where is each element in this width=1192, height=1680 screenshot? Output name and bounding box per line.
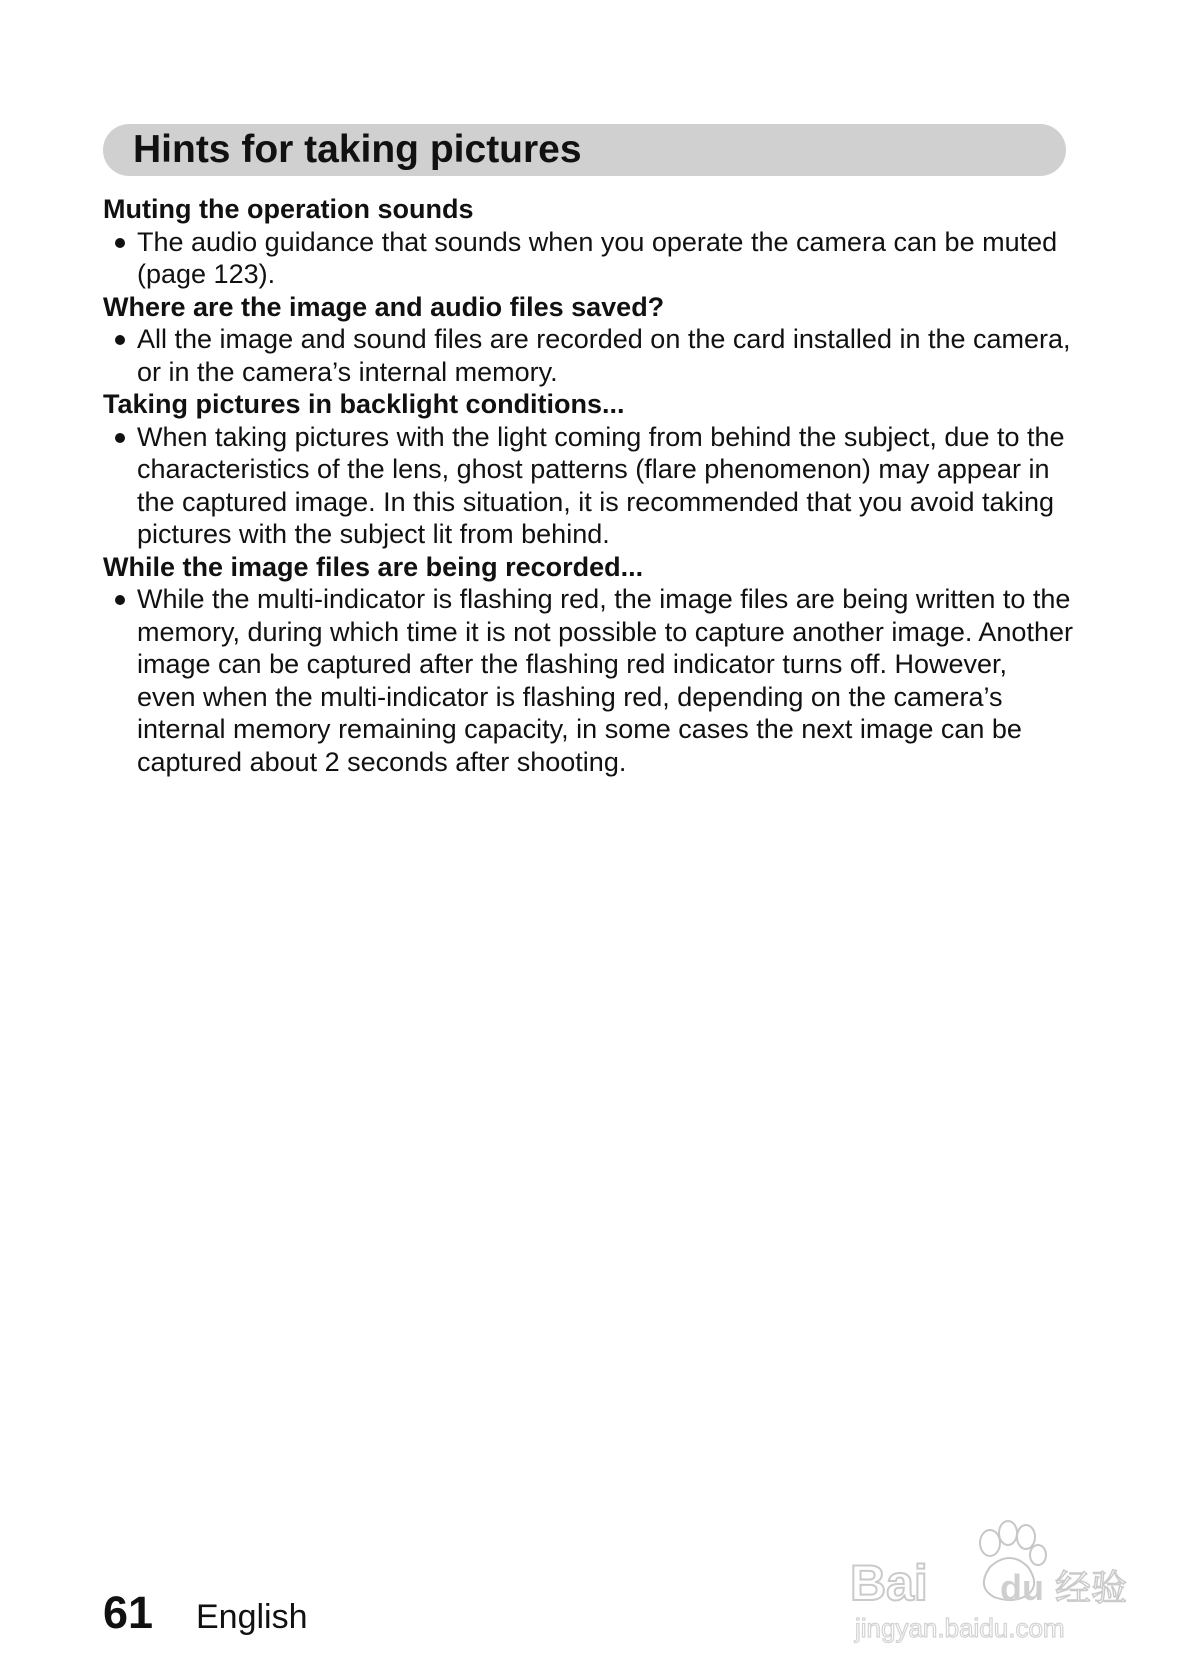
svg-text:du: du [1000,1567,1044,1608]
bullet-text: All the image and sound files are recorded on the card installed in the camera, or in the camera’s internal memory. [137,324,1071,387]
bullet-dot-icon [115,433,125,443]
bullet-item [103,583,1073,778]
language-label: English [196,1598,308,1636]
bullet-dot-icon [115,335,125,345]
bullet-text: The audio guidance that sounds when you operate the camera can be muted (page 123). [137,226,1058,289]
section-recording [103,551,1073,779]
bullet-dot-icon [115,238,125,248]
section-heading: Taking pictures in backlight conditions... [103,389,625,419]
bullet-text: When taking pictures with the light coming from behind the subject, due to the characteristics of the lens, ghost patterns (flare phenomenon) may appear in the captured image. In this situation, it is recommended that you avoid taking pictures with the subject lit from behind. [137,421,1065,549]
section-heading: While the image files are being recorded... [103,551,644,582]
bullet-dot-icon [115,595,125,605]
bullet-item [103,421,1073,551]
svg-text:jingyan.baidu.com: jingyan.baidu.com [855,1613,1065,1643]
svg-text:Bai: Bai [850,1555,928,1611]
section-backlight [103,388,1073,551]
page-title: Hints for taking pictures [133,128,582,171]
section-heading: Muting the operation sounds [103,194,474,224]
svg-text:经验: 经验 [1055,1568,1128,1609]
content [103,193,1073,778]
bullet-text: While the multi-indicator is flashing red, the image files are being written to the memory, during which time it is not possible to capture another image. Another image can be captured after the flashing red indicator turns off. However, even when the multi-indicator is flashing red, depending on the camera’s internal memory remaining capacity, in some cases the next image can be captured about 2 seconds after shooting. [137,584,1073,777]
bullet-item [103,323,1073,388]
bullet-item [103,226,1073,291]
baidu-watermark-logo [850,1515,1135,1645]
section-muting [103,193,1073,291]
page-number: 61 [103,1587,154,1638]
section-file-location [103,291,1073,389]
section-heading: Where are the image and audio files saved? [103,291,665,322]
title-bar [103,124,1066,176]
